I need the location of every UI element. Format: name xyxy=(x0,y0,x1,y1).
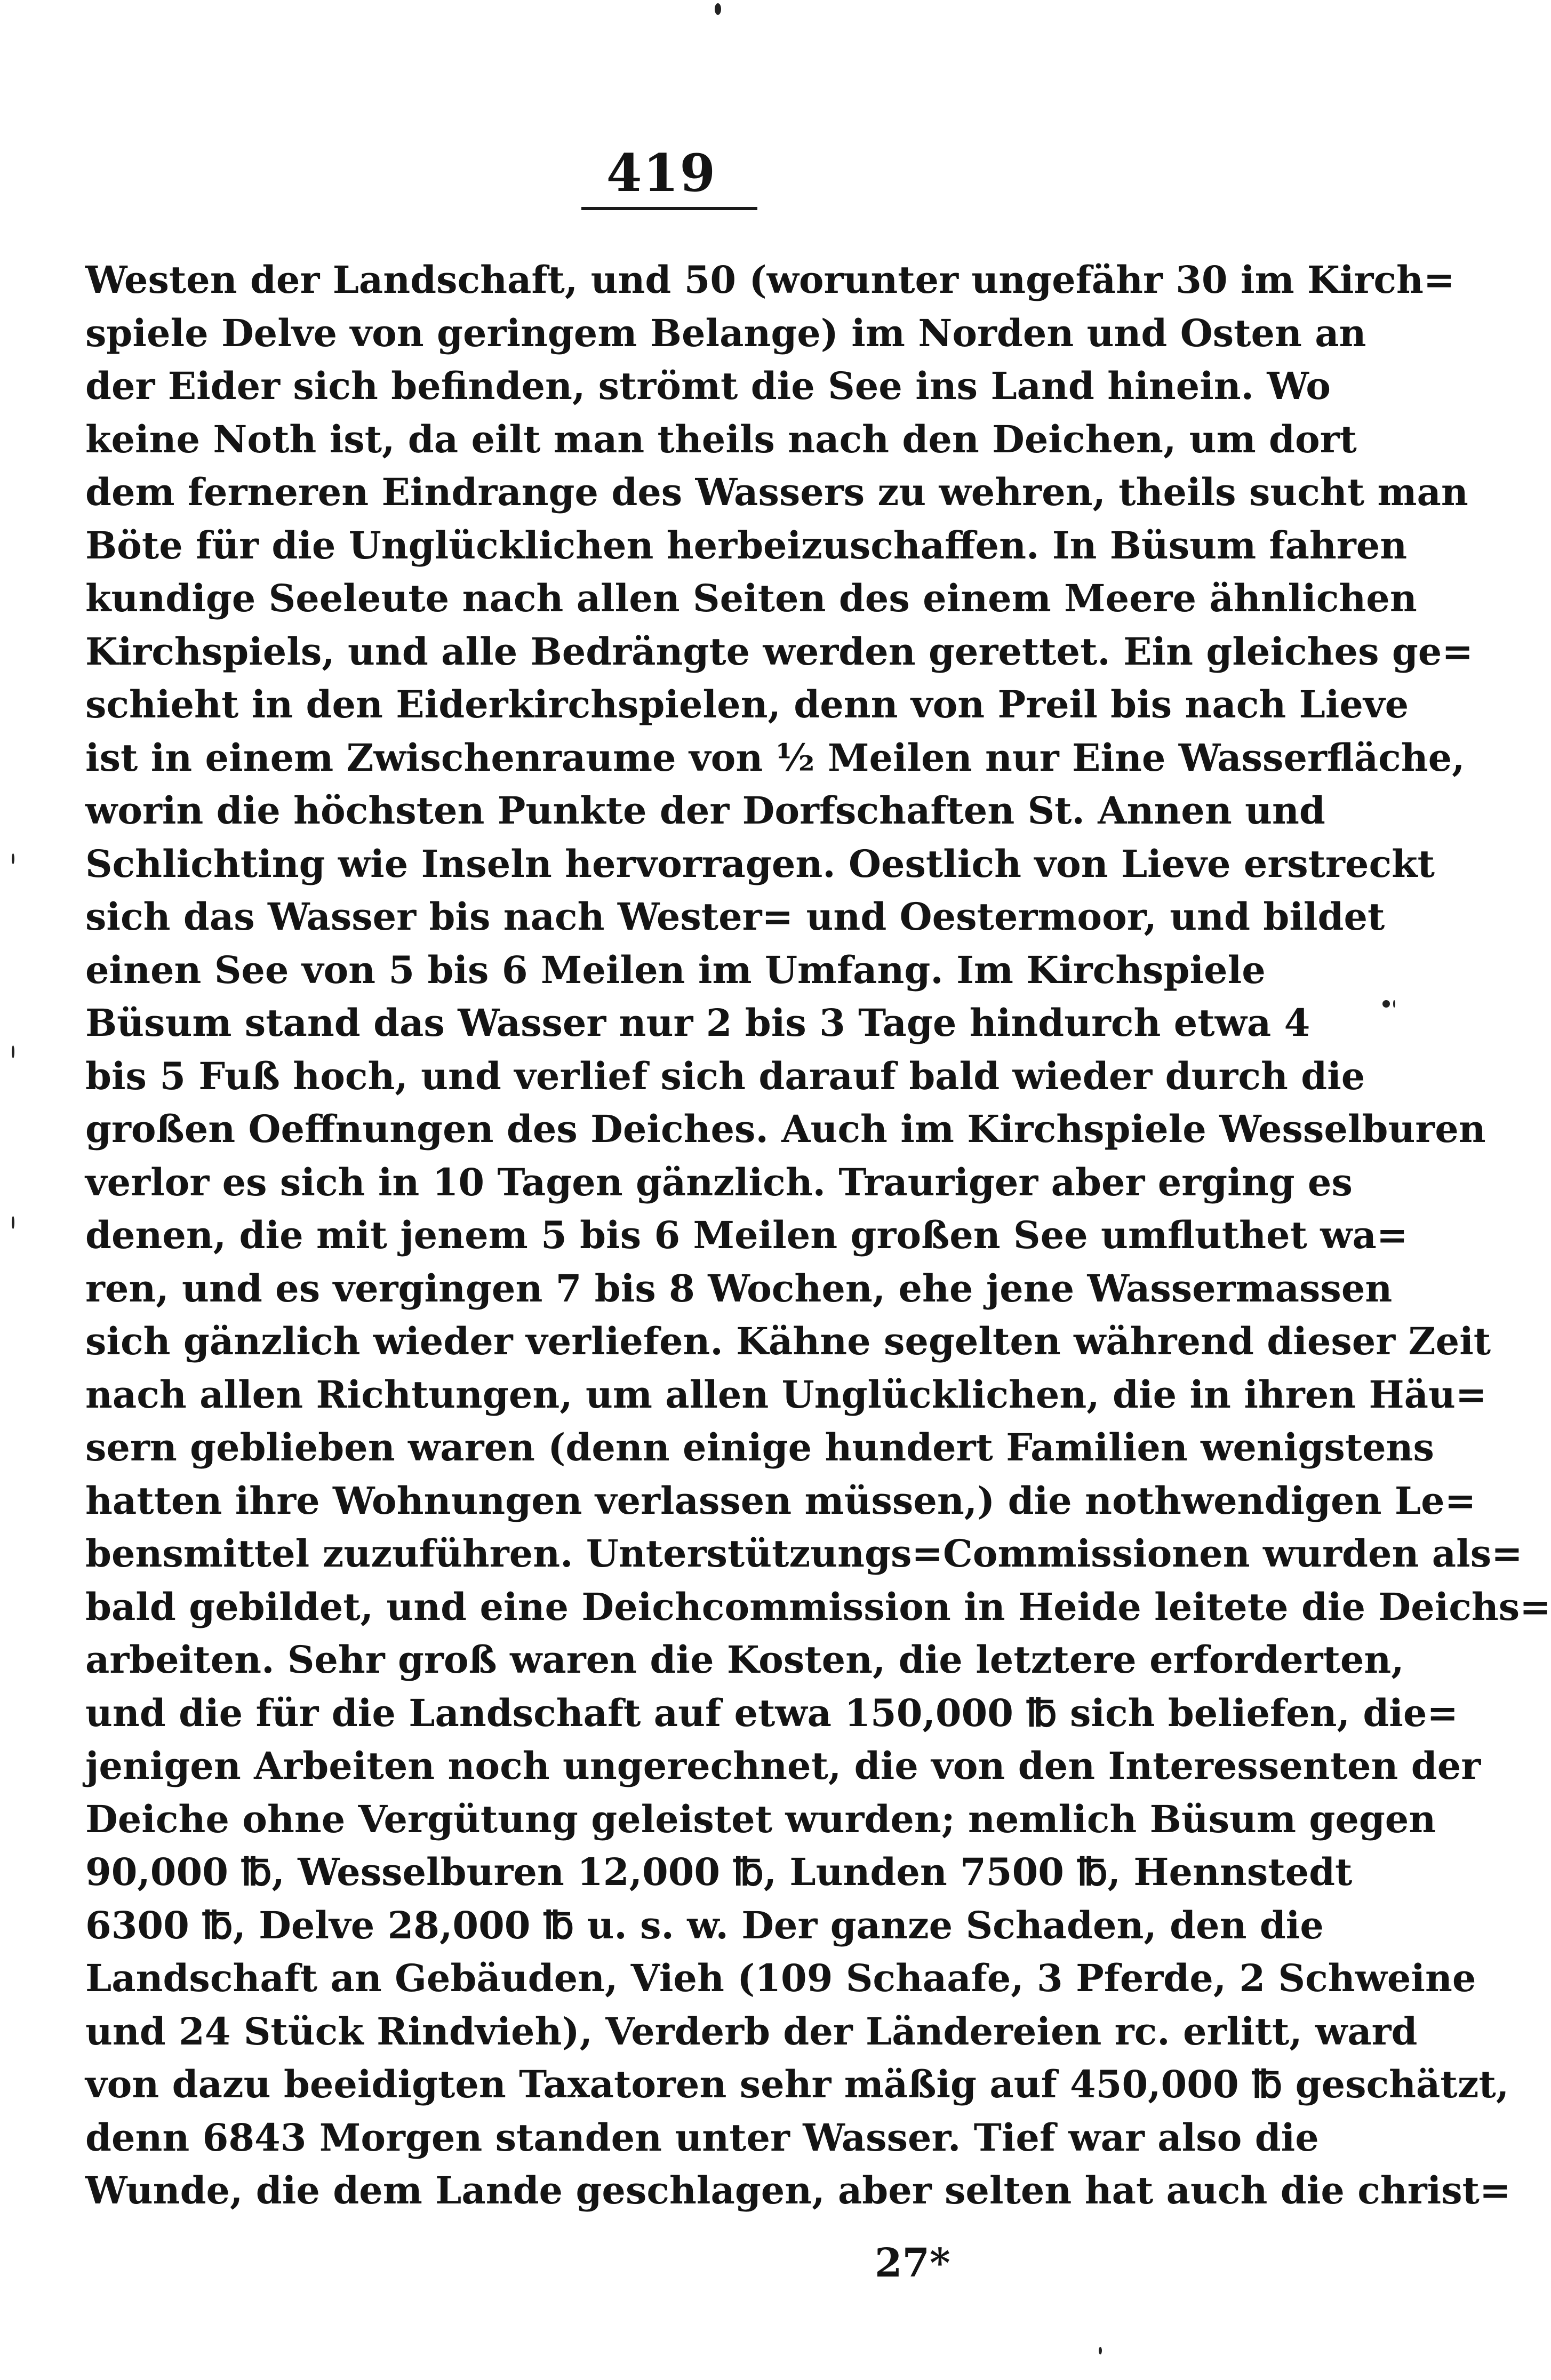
text-line: denn 6843 Morgen standen unter Wasser. Tief war also die xyxy=(85,2115,1319,2160)
text-line: sich gänzlich wieder verliefen. Kähne segelten während dieser Zeit xyxy=(85,1319,1491,1363)
scan-speck xyxy=(1382,1000,1390,1008)
text-line: von dazu beeidigten Taxatoren sehr mäßig auf 450,000 ℔ geschätzt, xyxy=(85,2062,1509,2106)
body-text xyxy=(85,253,1551,2217)
text-line: bald gebildet, und eine Deichcommission in Heide leitete die Deichs= xyxy=(85,1584,1551,1629)
text-line: 90,000 ℔, Wesselburen 12,000 ℔, Lunden 7500 ℔, Hennstedt xyxy=(85,1850,1353,1894)
text-line: Böte für die Unglücklichen herbeizuschaffen. In Büsum fahren xyxy=(85,523,1408,568)
text-line: sern geblieben waren (denn einige hundert Familien wenigstens xyxy=(85,1425,1434,1469)
scan-speck xyxy=(715,3,721,15)
text-line: Westen der Landschaft, und 50 (worunter ungefähr 30 im Kirch= xyxy=(85,258,1455,302)
text-line: ist in einem Zwischenraume von ½ Meilen nur Eine Wasserfläche, xyxy=(85,735,1465,780)
text-line: arbeiten. Sehr groß waren die Kosten, die letztere erforderten, xyxy=(85,1638,1404,1682)
scan-speck xyxy=(1099,2347,1102,2354)
text-line: keine Noth ist, da eilt man theils nach den Deichen, um dort xyxy=(85,417,1357,461)
text-line: jenigen Arbeiten noch ungerechnet, die von den Interessenten der xyxy=(85,1744,1481,1788)
scan-speck xyxy=(12,1216,14,1229)
text-line: hatten ihre Wohnungen verlassen müssen,) die nothwendigen Le= xyxy=(85,1478,1476,1523)
text-line: und die für die Landschaft auf etwa 150,000 ℔ sich beliefen, die= xyxy=(85,1690,1459,1735)
scan-speck xyxy=(12,1045,14,1058)
text-line: schieht in den Eiderkirchspielen, denn von Preil bis nach Lieve xyxy=(85,682,1409,726)
text-line: der Eider sich befinden, strömt die See ins Land hinein. Wo xyxy=(85,364,1331,408)
text-line: spiele Delve von geringem Belange) im Norden und Osten an xyxy=(85,310,1366,355)
text-line: bensmittel zuzuführen. Unterstützungs=Commissionen wurden als= xyxy=(85,1531,1523,1576)
text-line: verlor es sich in 10 Tagen gänzlich. Trauriger aber erging es xyxy=(85,1160,1353,1204)
page-number: 419 xyxy=(606,143,717,203)
text-line: großen Oeffnungen des Deiches. Auch im Kirchspiele Wesselburen xyxy=(85,1107,1486,1151)
text-line: ren, und es vergingen 7 bis 8 Wochen, ehe jene Wassermassen xyxy=(85,1266,1393,1311)
text-line: bis 5 Fuß hoch, und verlief sich darauf bald wieder durch die xyxy=(85,1053,1365,1098)
scan-speck xyxy=(12,853,14,864)
header-rule xyxy=(581,207,757,210)
text-line: Wunde, die dem Lande geschlagen, aber selten hat auch die christ= xyxy=(85,2168,1511,2213)
text-line: worin die höchsten Punkte der Dorfschaften St. Annen und xyxy=(85,788,1325,833)
text-line: kundige Seeleute nach allen Seiten des einem Meere ähnlichen xyxy=(85,576,1417,620)
text-line: einen See von 5 bis 6 Meilen im Umfang. Im Kirchspiele xyxy=(85,947,1266,992)
text-line: dem ferneren Eindrange des Wassers zu wehren, theils sucht man xyxy=(85,470,1468,514)
signature-mark: 27* xyxy=(875,2240,950,2286)
text-line: Deiche ohne Vergütung geleistet wurden; nemlich Büsum gegen xyxy=(85,1796,1436,1841)
text-line: Büsum stand das Wasser nur 2 bis 3 Tage hindurch etwa 4 xyxy=(85,1001,1310,1045)
text-line: Landschaft an Gebäuden, Vieh (109 Schaafe, 3 Pferde, 2 Schweine xyxy=(85,1956,1476,2000)
text-line: nach allen Richtungen, um allen Unglücklichen, die in ihren Häu= xyxy=(85,1372,1487,1417)
text-line: und 24 Stück Rindvieh), Verderb der Ländereien rc. erlitt, ward xyxy=(85,2009,1418,2054)
text-line: denen, die mit jenem 5 bis 6 Meilen großen See umfluthet wa= xyxy=(85,1213,1408,1257)
scan-speck xyxy=(1393,1000,1395,1008)
text-line: Kirchspiels, und alle Bedrängte werden gerettet. Ein gleiches ge= xyxy=(85,629,1473,674)
text-line: 6300 ℔, Delve 28,000 ℔ u. s. w. Der ganze Schaden, den die xyxy=(85,1903,1324,1947)
text-line: sich das Wasser bis nach Wester= und Oestermoor, und bildet xyxy=(85,895,1385,939)
text-line: Schlichting wie Inseln hervorragen. Oestlich von Lieve erstreckt xyxy=(85,841,1435,886)
